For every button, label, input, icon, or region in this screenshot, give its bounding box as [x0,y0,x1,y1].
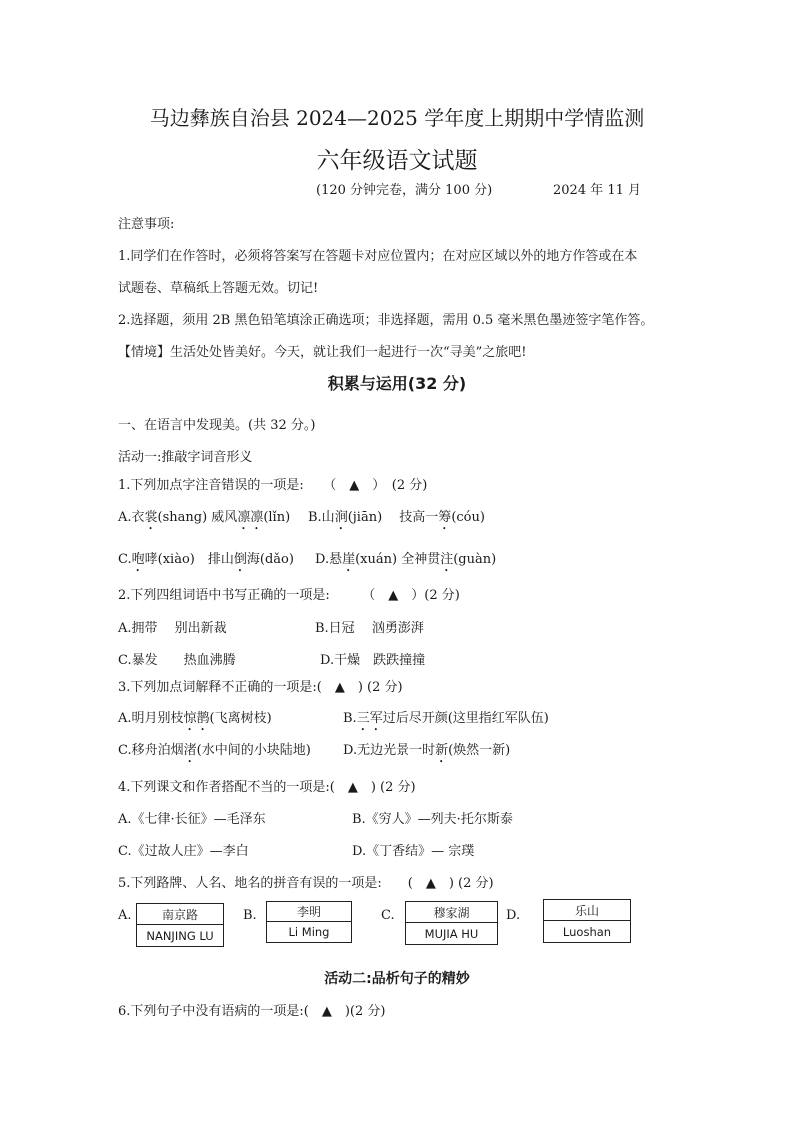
q5-sign-d [543,899,631,943]
q4-option-c: C.《过故人庄》—李白 [118,844,249,859]
q2-option-b: B.日冠 汹勇澎湃 [315,621,424,636]
q2-option-a: A.拥带 别出新裁 [118,621,227,636]
q3-stem: 3.下列加点词解释不正确的一项是:( ▲ ) (2 分) [118,680,403,695]
exam-subtitle: 六年级语文试题 [316,148,478,174]
q5-sign-c [405,901,498,945]
notes-heading: 注意事项: [118,217,175,232]
q5-sign-c-chinese: 穆家湖 [406,902,497,923]
q4-option-a: A.《七律·长征》—毛泽东 [118,812,266,827]
q5-letter-c: C. [381,908,395,923]
part-1-heading: 一、在语言中发现美。(共 32 分。) [118,418,316,433]
q5-letter-b: B. [243,908,257,923]
q4-option-d: D.《丁香结》— 宗璞 [352,844,475,859]
q4-stem: 4.下列课文和作者搭配不当的一项是:( ▲ ) (2 分) [118,780,416,795]
q5-sign-d-chinese: 乐山 [544,900,630,921]
activity-1-heading: 活动一:推敲字词音形义 [118,450,253,465]
q3-option-b: B.三军过后尽开颜(这里指红军队伍) [343,711,549,726]
exam-date: 2024 年 11 月 [553,183,642,198]
q2-option-c: C.暴发 热血沸腾 [118,653,236,668]
q2-stem: 2.下列四组词语中书写正确的一项是: （ ▲ ）(2 分) [118,588,460,603]
q5-stem: 5.下列路牌、人名、地名的拼音有误的一项是: ( ▲ ) (2 分) [118,876,494,891]
q5-sign-b [266,901,352,943]
exam-info: (120 分钟完卷，满分 100 分) [316,183,493,198]
q5-sign-a-pinyin: NANJING LU [146,928,214,943]
q3-option-c: C.移舟泊烟渚(水中间的小块陆地) [118,743,311,758]
q5-letter-a: A. [118,908,132,923]
q5-sign-c-pinyin: MUJIA HU [424,926,479,941]
section-title: 积累与运用(32 分) [327,374,467,393]
q1-option-d: D.悬崖(xuán) 全神贯注(guàn) [315,552,497,567]
q1-option-b: B.山涧(jiān) 技高一筹(cóu) [308,510,485,525]
q5-letter-d: D. [506,908,521,923]
scenario-text: 【情境】生活处处皆美好。今天，就让我们一起进行一次“寻美”之旅吧! [118,345,527,360]
q1-option-c: C.咆哮(xiào) 排山倒海(dǎo) [118,552,294,567]
note-item-2: 2.选择题，须用 2B 黑色铅笔填涂正确选项；非选择题，需用 0.5 毫米黑色墨迹签字笔作答。 [118,313,654,328]
q5-sign-a [136,903,224,947]
q4-option-b: B.《穷人》—列夫·托尔斯泰 [352,812,513,827]
exam-title: 马边彝族自治县 2024—2025 学年度上期期中学情监测 [149,106,645,130]
q1-option-a: A.衣裳(shang) 威风凛凛(lǐn) [118,510,291,525]
q2-option-d: D.干燥 跌跌撞撞 [320,653,426,668]
q6-stem: 6.下列句子中没有语病的一项是:( ▲ )(2 分) [118,1004,386,1019]
note-item-1-line-1: 1.同学们在作答时，必须将答案写在答题卡对应位置内；在对应区域以外的地方作答或在本 [118,249,638,264]
q5-sign-d-pinyin: Luoshan [562,924,612,939]
activity-2-heading: 活动二:品析句子的精妙 [324,971,470,987]
q1-stem: 1.下列加点字注音错误的一项是: （ ▲ ） (2 分) [118,478,428,493]
q5-sign-b-chinese: 李明 [267,902,351,922]
q3-option-a: A.明月别枝惊鹊(飞离树枝) [118,711,272,726]
q5-sign-a-chinese: 南京路 [137,904,223,925]
note-item-1-line-2: 试题卷、草稿纸上答题无效。切记! [118,281,319,296]
q3-option-d: D.无边光景一时新(焕然一新) [343,743,511,758]
q5-sign-b-pinyin: Li Ming [288,925,330,939]
